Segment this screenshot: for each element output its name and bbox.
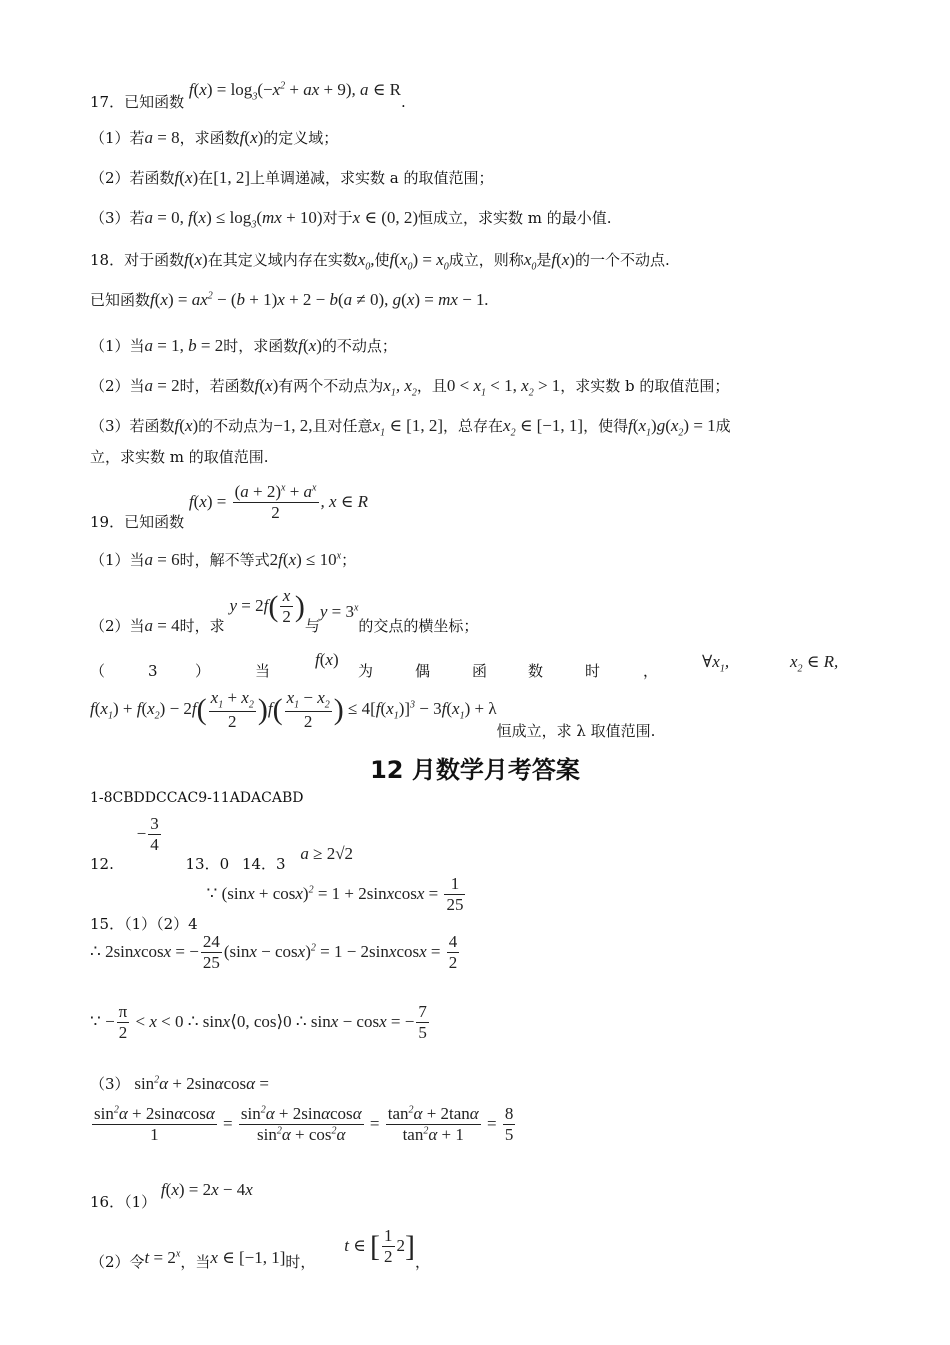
q17-line (90, 80, 406, 111)
q18-l1-text-c: 使 (374, 251, 390, 269)
q18-p2-text-d: ，且 (416, 377, 447, 395)
q18-p3-x2: $x_2$ ∈ [−1, 1] (503, 416, 584, 439)
q17-function-formula: $f(x) = \log_3(-x^2$ + ax + 9), a ∈ R (188, 80, 401, 103)
q17-p1-math: a = 8 (144, 128, 180, 147)
a16-fx: f(x) = 2x − 4x (160, 1180, 253, 1199)
q18-p2-text-c: 有两个不动点为 (278, 377, 384, 395)
q17-p1-fx: f(x) (239, 128, 264, 147)
q18-p3-fx: f(x) (174, 416, 199, 435)
a15-step3: ∵ − $\frac{\pi}{2}$ < x < 0 ∴ sinx⟨0, cos⟩0 ∴ sinx − cosx = − $\frac{7}{5}$ (90, 1002, 427, 1043)
q18-part2 (90, 376, 729, 399)
q18-line2 (90, 290, 489, 310)
q18-l2-text: 已知函数 (90, 291, 151, 309)
q18-p2-text-b: 时，若函数 (179, 377, 255, 395)
q18-p3-text-d: ，总存在 (443, 417, 504, 435)
q17-p3-math: a = 0, $f(x) \le \log_3(mx + 10)$ (144, 208, 323, 231)
q18-p3-text-c: 且对任意 (312, 417, 373, 435)
a16-label: 16．（1） (90, 1193, 157, 1211)
q18-p2-text-a: （2）当 (90, 377, 145, 395)
q17-p3-domain: x ∈ (0, 2) (352, 208, 419, 227)
q18-def-math: $f(x) = ax^2 - (b + 1)x + 2 - b(a \ne 0)$, g(x) = mx − 1. (150, 290, 489, 309)
q19-p3-shi: 时 (585, 662, 601, 680)
a14-ineq: a ≥ 2√2 (300, 843, 354, 863)
q17-intro: 17．已知函数 (90, 93, 185, 111)
q18-p2-x1x2: $x_1$, $x_2$ (383, 376, 417, 399)
q18-fx: f(x) (184, 250, 208, 269)
q18-line1 (90, 250, 670, 273)
answer-15 (90, 874, 467, 933)
q18-p3-text-f: 成 (715, 417, 731, 435)
a13-label: 13．0 (185, 854, 230, 873)
q17-p2-fx: f(x) (174, 168, 199, 187)
q18-p2-ineq: $0 < x_1 < 1$, $x_2 > 1$ (446, 376, 561, 399)
q19-function-formula: f(x) = $\frac{(a + 2)^x + a^x}{2}$ , x ∈ R (188, 482, 369, 523)
q19-p3-fx: f(x) (315, 650, 339, 669)
answer-15-step2 (90, 932, 461, 974)
q18-p2-fx: f(x) (254, 376, 279, 395)
a15-label: 15．（1）（2）4 (90, 914, 198, 933)
a12-label: 12. (90, 854, 114, 873)
q19-p3-open: （ (90, 662, 106, 680)
q19-p2-text-b: 时，求 (179, 616, 225, 635)
q19-p1-text-c: ； (341, 551, 357, 569)
q17-p2-text-b: 在 (198, 169, 214, 187)
q19-p2-text-a: （2）当 (90, 616, 145, 635)
q17-p1-text-c: 的定义域； (263, 129, 339, 147)
q17-part3 (90, 208, 612, 231)
q18-l1-text-f: 的一个不动点. (575, 251, 670, 269)
q18-x0-b: $x_0$ (523, 250, 537, 273)
q17-p2-interval: [1, 2] (213, 168, 251, 187)
q17-part1 (90, 128, 338, 148)
q19-part1 (90, 550, 356, 570)
q18-part3-cont (90, 448, 269, 466)
answer-16-part2 (90, 1226, 431, 1271)
answer-12-14 (90, 814, 354, 873)
q19-p3-inequality: $f(x_1) + f(x_2) - 2f$( $\frac{x_1 + x_2}{2}$ )f( $\frac{x_1 - x_2}{2}$ ) ≤ $4[f(x_1)]^3 - 3f(x_1) + \lambda$ (90, 688, 497, 732)
q17-p3-text-b: 对于 (322, 209, 353, 227)
q19-p3-forall-x1: $\forall x_1$, (702, 652, 730, 675)
q18-p3-text-a: （3）若函数 (90, 417, 175, 435)
q17-part2 (90, 168, 494, 188)
q18-p2-a: a = 2 (144, 376, 180, 395)
q19-p3-x2-in-r: $x_2$ ∈ R, (790, 652, 839, 675)
q19-p2-text-c: 与 (304, 616, 320, 635)
q19-p3-num: 3 (148, 662, 158, 680)
q18-p3-text-g: 立，求实数 m 的取值范围. (90, 448, 269, 466)
q18-p1-math: a = 1, b = 2 (144, 336, 224, 355)
q17-p1-text-b: ，求函数 (179, 129, 240, 147)
q17-p2-text-c: 上单调递减，求实数 a 的取值范围； (250, 169, 494, 187)
q18-fx0-eq: $f(x_0) = x_0$ (389, 250, 449, 273)
q18-p1-text-b: 时，求函数 (223, 337, 299, 355)
q18-p1-text-c: 的不动点； (321, 337, 397, 355)
a16-2-t-range: t ∈ [ $\frac{1}{2}$ 2] (344, 1226, 416, 1267)
q19-p3-text-k: 恒成立，求 λ 取值范围. (496, 722, 656, 741)
q18-fx-b: f(x) (551, 250, 575, 269)
q19-p3-wei: 为 (358, 662, 374, 680)
q17-p3-text-a: （3）若 (90, 209, 145, 227)
q18-p3-text-b: 的不动点为 (198, 417, 274, 435)
q19-p1-ineq: $2f(x) \le 10^x$ (269, 550, 342, 569)
a16-2-text-a: （2）令 (90, 1252, 145, 1271)
q19-p1-a: a = 6 (144, 550, 180, 569)
a15-3-calc: $\frac{\sin^2\alpha + 2\sin\alpha\cos\alpha}{1}$ = $\frac{\sin^2\alpha + 2\sin\alpha\cos\alpha}{\sin^2\alpha + \cos^2\alpha}$ = $\frac{\tan^2\alpha + 2\tan\alpha}{\tan^2\alpha + 1}$ = $\frac{8}{5}$ (94, 1104, 514, 1145)
q17-intro-tail: . (400, 93, 406, 111)
q18-p3-points: −1, 2, (273, 416, 313, 435)
answer-15-step3 (90, 1002, 431, 1044)
q19-intro: 19．已知函数 (90, 512, 185, 531)
q18-l1-text-b: 在其定义域内存在实数 (207, 251, 358, 269)
a14-label: 14．3 (241, 854, 286, 873)
q17-p1-text-a: （1）若 (90, 129, 145, 147)
q19-p3-ou: 偶 (415, 662, 431, 680)
q18-l1-text-e: 是 (536, 251, 552, 269)
q18-p2-text-e: ，求实数 b 的取值范围； (560, 377, 730, 395)
q19-p2-a: a = 4 (144, 615, 180, 635)
q18-p3-text-e: ，使得 (583, 417, 629, 435)
q19-p3-when: 当 (255, 662, 271, 680)
q18-p3-x1: $x_1$ ∈ [1, 2] (372, 416, 443, 439)
q18-l1-text-d: 成立，则称 (448, 251, 524, 269)
q19-p2-text-d: 的交点的横坐标； (358, 616, 479, 635)
q18-p1-fx: f(x) (298, 336, 322, 355)
q18-l1-text-a: 18．对于函数 (90, 251, 185, 269)
a16-2-text-c: 时， (285, 1252, 316, 1271)
q19-p3-han: 函 (472, 662, 488, 680)
q19-p3-comma: ， (643, 662, 659, 680)
answer-keys: 1-8CBDDCCAC9-11ADACABD (90, 790, 304, 806)
a16-2-text-b: ，当 (180, 1252, 211, 1271)
q19-part3-line2 (90, 688, 656, 741)
q18-x0: $x_0$, (357, 250, 375, 273)
q19-p2-curve1: y = 2f( $\frac{x}{2}$ ) (229, 586, 305, 627)
a15-3-label: （3） (90, 1075, 130, 1093)
a15-3-expr: $\sin^2\alpha + 2\sin\alpha\cos\alpha$ = (134, 1074, 269, 1093)
a15-step2: ∴ 2sinxcosx = − $\frac{24}{25}$ $(\sin x - \cos x)^2 = 1$ − 2sinxcosx = $\frac{4}{2}$ (90, 932, 458, 973)
answer-16 (90, 1180, 253, 1211)
q17-p3-text-c: 恒成立，求实数 m 的最小值. (418, 209, 612, 227)
q18-part3 (90, 416, 731, 439)
q18-p3-eq: $f(x_1)g(x_2) = 1$ (628, 416, 716, 439)
q19-p3-close: ） (195, 662, 211, 680)
q19-p2-curve2: $y = 3^x$ (319, 601, 359, 621)
a15-step1: ∵ $(\sin x + \cos x)^2 = 1$ + 2sinxcosx = $\frac{1}{25}$ (206, 874, 464, 915)
q19-p3-shu: 数 (528, 662, 544, 680)
q19-p1-text-b: 时，解不等式 (179, 551, 270, 569)
q17-p2-text-a: （2）若函数 (90, 169, 175, 187)
a12-value: − $\frac{3}{4}$ (136, 814, 159, 855)
answer-15-part3-calc (90, 1104, 517, 1146)
q18-p1-text-a: （1）当 (90, 337, 145, 355)
a16-2-x-range: x ∈ [−1, 1] (210, 1247, 286, 1267)
a16-2-t: $t = 2^x$ (144, 1247, 181, 1267)
q18-part1 (90, 336, 397, 356)
answers-title: 12 月数学月考答案 (370, 756, 580, 784)
q19-p1-text-a: （1）当 (90, 551, 145, 569)
q19-line (90, 482, 369, 531)
q19-part2 (90, 586, 479, 635)
answer-15-part3 (90, 1074, 269, 1094)
a16-2-text-d: ， (415, 1252, 431, 1271)
